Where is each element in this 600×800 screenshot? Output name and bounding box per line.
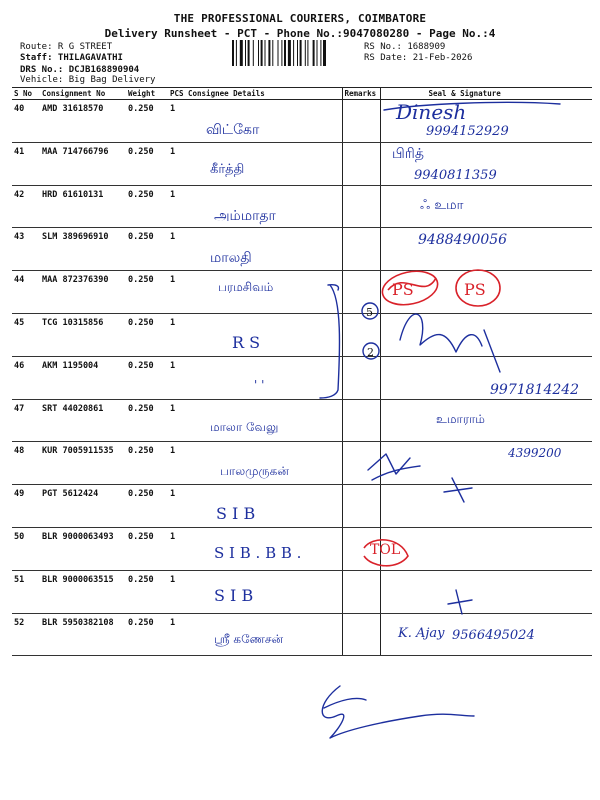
handwritten-name: கீர்த்தி xyxy=(210,162,245,177)
consignee-cell xyxy=(186,570,342,613)
handwritten-phone: 9994152929 xyxy=(426,124,509,139)
weight-cell: 0.250 xyxy=(126,228,168,271)
handwritten-signature: ஃ உமா xyxy=(420,198,464,213)
consignment-cell: KUR 7005911535 xyxy=(40,442,126,485)
weight-cell: 0.250 xyxy=(126,100,168,143)
sno-cell: 42 xyxy=(12,185,40,228)
barcode-bar xyxy=(240,40,243,66)
weight-cell: 0.250 xyxy=(126,613,168,656)
handwritten-name: மாலா வேலு xyxy=(210,420,279,434)
barcode-bar xyxy=(245,40,246,66)
handwritten-name: S I B . B B . xyxy=(214,544,302,562)
remarks-header: Remarks xyxy=(342,88,380,100)
handwritten-signature: Dinesh xyxy=(396,100,467,124)
remarks-cell xyxy=(342,527,380,570)
handwritten-mark: TOL xyxy=(370,542,401,558)
sno-cell: 52 xyxy=(12,613,40,656)
seal-cell xyxy=(380,228,592,271)
seal-cell xyxy=(380,185,592,228)
seal-cell xyxy=(380,442,592,485)
handwritten-name: S I B xyxy=(216,504,256,523)
handwritten-name: அம்மாதா xyxy=(214,208,276,224)
vehicle-label: Vehicle: Big Bag Delivery xyxy=(20,75,156,85)
barcode xyxy=(232,40,360,66)
barcode-bar xyxy=(307,40,308,66)
barcode-bar xyxy=(317,40,318,66)
weight-cell: 0.250 xyxy=(126,527,168,570)
sno-cell: 45 xyxy=(12,313,40,356)
handwritten-name: பரமசிவம் xyxy=(218,280,274,294)
handwritten-phone: 9971814242 xyxy=(490,382,580,398)
staff-signature xyxy=(324,698,366,708)
route-label: Route: R G STREET xyxy=(20,42,113,52)
sno-cell: 44 xyxy=(12,271,40,314)
handwritten-name: S I B xyxy=(214,586,254,605)
table-row xyxy=(12,356,592,399)
weight-cell: 0.250 xyxy=(126,442,168,485)
handwritten-name: R S xyxy=(232,333,261,352)
staff-label: Staff: THILAGAVATHI xyxy=(20,53,123,63)
sno-cell: 49 xyxy=(12,485,40,528)
consignment-cell: MAA 714766796 xyxy=(40,142,126,185)
remarks-cell xyxy=(342,228,380,271)
consignee-cell xyxy=(186,613,342,656)
seal-cell xyxy=(380,527,592,570)
barcode-bar xyxy=(320,40,321,66)
handwritten-name: ' ' xyxy=(254,378,265,392)
consignee-cell xyxy=(186,356,342,399)
handwritten-signature: உமாராம் xyxy=(436,412,485,426)
barcode-bar xyxy=(323,40,326,66)
pcs-cell: 1 xyxy=(168,313,186,356)
consignee-cell xyxy=(186,228,342,271)
barcode-bar xyxy=(265,40,266,66)
sno-cell: 50 xyxy=(12,527,40,570)
consignment-cell: SLM 389696910 xyxy=(40,228,126,271)
weight-cell: 0.250 xyxy=(126,399,168,442)
pcs-cell: 1 xyxy=(168,570,186,613)
consignment-cell: MAA 872376390 xyxy=(40,271,126,314)
seal-cell xyxy=(380,271,592,314)
drs-label: DRS No.: DCJB168890904 xyxy=(20,65,140,75)
handwritten-name: ஸ்ரீ கணேசன் xyxy=(214,632,284,646)
table-row xyxy=(12,442,592,485)
table-header-row xyxy=(12,88,592,100)
handwritten-name: மாலதி xyxy=(210,250,252,266)
barcode-bar xyxy=(300,40,302,66)
consignee-cell xyxy=(186,485,342,528)
handwritten-name: விட்கோ xyxy=(206,122,260,138)
consignment-cell: BLR 9000063493 xyxy=(40,527,126,570)
consignee-cell xyxy=(186,442,342,485)
barcode-bar xyxy=(313,40,315,66)
handwritten-mark: 5 xyxy=(366,306,373,319)
weight-cell: 0.250 xyxy=(126,570,168,613)
consignment-cell: SRT 44020861 xyxy=(40,399,126,442)
weight-header: Weight xyxy=(126,88,168,100)
consignment-cell: HRD 61610131 xyxy=(40,185,126,228)
remarks-cell xyxy=(342,613,380,656)
consignee-cell xyxy=(186,100,342,143)
consignee-cell xyxy=(186,142,342,185)
pcs-cell: 1 xyxy=(168,185,186,228)
runsheet-title: Delivery Runsheet - PCT - Phone No.:9047080280 - Page No.:4 xyxy=(104,27,496,40)
pcs-cell: 1 xyxy=(168,356,186,399)
staff-signature xyxy=(322,686,474,738)
remarks-cell xyxy=(342,485,380,528)
handwritten-stamp: PS xyxy=(392,280,414,299)
handwritten-phone: 9940811359 xyxy=(414,168,497,183)
pcs-cell: 1 xyxy=(168,228,186,271)
seal-cell xyxy=(380,356,592,399)
remarks-cell xyxy=(342,185,380,228)
pcs-cell: 1 xyxy=(168,142,186,185)
handwritten-name: பாலமுருகன் xyxy=(220,464,289,478)
sno-cell: 46 xyxy=(12,356,40,399)
sno-header: S No xyxy=(12,88,40,100)
consignee-cell xyxy=(186,271,342,314)
remarks-cell xyxy=(342,142,380,185)
consignment-header: Consignment No xyxy=(40,88,126,100)
weight-cell: 0.250 xyxy=(126,485,168,528)
seal-cell xyxy=(380,313,592,356)
pcs-cell: 1 xyxy=(168,613,186,656)
pcs-cell: 1 xyxy=(168,442,186,485)
remarks-cell xyxy=(342,356,380,399)
consignee-header: Consignee Details xyxy=(186,88,342,100)
sno-cell: 47 xyxy=(12,399,40,442)
consignment-cell: AKM 1195004 xyxy=(40,356,126,399)
barcode-bar xyxy=(305,40,306,66)
pcs-cell: 1 xyxy=(168,527,186,570)
handwritten-signature: K. Ajay xyxy=(398,626,445,641)
consignee-cell xyxy=(186,185,342,228)
barcode-bar xyxy=(278,40,279,66)
runsheet-table xyxy=(12,87,592,656)
table-row xyxy=(12,399,592,442)
pcs-cell: 1 xyxy=(168,100,186,143)
weight-cell: 0.250 xyxy=(126,142,168,185)
pcs-header: PCS xyxy=(168,88,186,100)
consignment-cell: BLR 5950382108 xyxy=(40,613,126,656)
remarks-cell xyxy=(342,399,380,442)
seal-cell xyxy=(380,613,592,656)
weight-cell: 0.250 xyxy=(126,185,168,228)
pcs-cell: 1 xyxy=(168,399,186,442)
consignment-cell: PGT 5612424 xyxy=(40,485,126,528)
seal-cell xyxy=(380,142,592,185)
sno-cell: 48 xyxy=(12,442,40,485)
remarks-cell xyxy=(342,570,380,613)
seal-cell xyxy=(380,485,592,528)
sno-cell: 41 xyxy=(12,142,40,185)
consignment-cell: AMD 31618570 xyxy=(40,100,126,143)
table-row xyxy=(12,313,592,356)
barcode-bar xyxy=(272,40,273,66)
seal-header: Seal & Signature xyxy=(380,88,592,100)
pcs-cell: 1 xyxy=(168,271,186,314)
rs-no-label: RS No.: 1688909 xyxy=(364,42,446,52)
weight-cell: 0.250 xyxy=(126,313,168,356)
remarks-cell xyxy=(342,100,380,143)
consignee-cell xyxy=(186,399,342,442)
barcode-bar xyxy=(258,40,259,66)
barcode-bar xyxy=(297,40,298,66)
sno-cell: 40 xyxy=(12,100,40,143)
barcode-bar xyxy=(236,40,237,66)
handwritten-phone: 9488490056 xyxy=(418,232,508,248)
rs-date-label: RS Date: 21-Feb-2026 xyxy=(364,53,473,63)
table-row xyxy=(12,142,592,185)
table-row xyxy=(12,613,592,656)
consignee-cell xyxy=(186,313,342,356)
table-row xyxy=(12,185,592,228)
handwritten-mark: 2 xyxy=(367,346,374,359)
consignment-cell: BLR 9000063515 xyxy=(40,570,126,613)
table-row xyxy=(12,100,592,143)
barcode-bar xyxy=(232,40,234,66)
consignee-cell xyxy=(186,527,342,570)
barcode-bar xyxy=(288,40,291,66)
consignment-cell: TCG 10315856 xyxy=(40,313,126,356)
table-row xyxy=(12,485,592,528)
handwritten-phone: 9566495024 xyxy=(452,628,535,643)
barcode-bar xyxy=(253,40,254,66)
sno-cell: 51 xyxy=(12,570,40,613)
seal-cell xyxy=(380,570,592,613)
barcode-bar xyxy=(293,40,294,66)
barcode-bar xyxy=(281,40,282,66)
remarks-cell xyxy=(342,271,380,314)
weight-cell: 0.250 xyxy=(126,271,168,314)
sno-cell: 43 xyxy=(12,228,40,271)
seal-cell xyxy=(380,100,592,143)
weight-cell: 0.250 xyxy=(126,356,168,399)
table-row xyxy=(12,228,592,271)
table-row xyxy=(12,570,592,613)
barcode-bar xyxy=(248,40,250,66)
handwritten-signature: பிரித் xyxy=(392,146,424,162)
barcode-bar xyxy=(268,40,270,66)
barcode-bar xyxy=(261,40,263,66)
pcs-cell: 1 xyxy=(168,485,186,528)
barcode-bar xyxy=(284,40,286,66)
handwritten-mark: PS xyxy=(464,280,486,299)
company-title: THE PROFESSIONAL COURIERS, COIMBATORE xyxy=(173,12,427,25)
remarks-cell xyxy=(342,442,380,485)
table-row xyxy=(12,271,592,314)
remarks-cell xyxy=(342,313,380,356)
table-row xyxy=(12,527,592,570)
seal-cell xyxy=(380,399,592,442)
handwritten-phone: 4399200 xyxy=(508,446,562,460)
